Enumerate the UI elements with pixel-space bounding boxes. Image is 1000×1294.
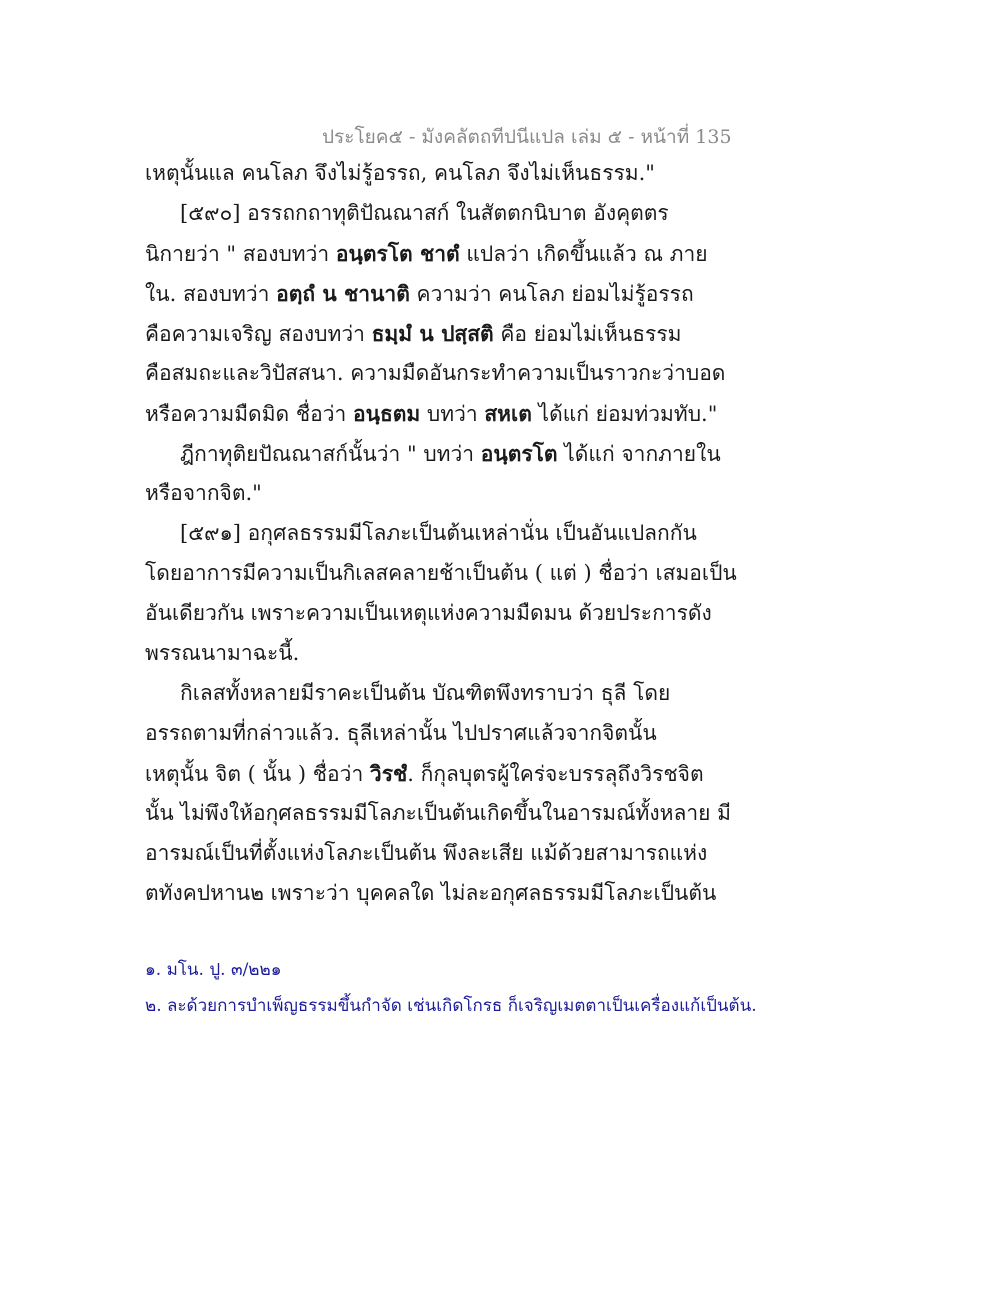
text-run: นิกายว่า " สองบทว่า bbox=[145, 242, 336, 266]
text-run: แปลว่า เกิดขึ้นแล้ว ณ ภาย bbox=[459, 242, 708, 266]
text-line bbox=[145, 323, 681, 345]
text-run: อรรถตามที่กล่าวแล้ว. ธุลีเหล่านั้น ไปปราศแล้วจากจิตนั้น bbox=[145, 721, 657, 745]
footnote: ๒. ละด้วยการบำเพ็ญธรรมขึ้นกำจัด เช่นเกิดโกรธ ก็เจริญเมตตาเป็นเครื่องแก้เป็นต้น. bbox=[145, 996, 757, 1016]
text-run: หรือจากจิต." bbox=[145, 481, 262, 505]
text-line bbox=[145, 283, 694, 305]
text-run: พรรณนามาฉะนี้. bbox=[145, 641, 300, 665]
text-line bbox=[145, 243, 708, 265]
text-run: โดยอาการมีความเป็นกิเลสคลายช้าเป็นต้น ( แต่ ) ชื่อว่า เสมอเป็น bbox=[145, 561, 737, 585]
text-line bbox=[145, 643, 299, 664]
text-run: ตทังคปหาน๒ เพราะว่า บุคคลใด ไม่ละอกุศลธรรมมีโลภะเป็นต้น bbox=[145, 881, 717, 905]
text-line bbox=[145, 763, 704, 785]
bold-term: สหเต bbox=[484, 401, 532, 426]
text-run: ความว่า คนโลภ ย่อมไม่รู้อรรถ bbox=[409, 282, 694, 306]
text-line bbox=[145, 883, 716, 904]
bold-term: อนฺธตม bbox=[352, 401, 421, 426]
text-line bbox=[145, 563, 737, 584]
text-run: ได้แก่ จากภายใน bbox=[557, 442, 721, 466]
text-run: คือ ย่อมไม่เห็นธรรม bbox=[493, 322, 682, 346]
text-run: [๕๙๐] อรรถกถาทุติปัณณาสก์ ในสัตตกนิบาต อังคุตตร bbox=[180, 201, 669, 225]
text-run: คือสมถะและวิปัสสนา. ความมืดอันกระทำความเป็นราวกะว่าบอด bbox=[145, 361, 726, 385]
text-line bbox=[145, 843, 707, 864]
text-run: เหตุนั้นแล คนโลภ จึงไม่รู้อรรถ, คนโลภ จึงไม่เห็นธรรม." bbox=[145, 161, 655, 185]
text-run: คือความเจริญ สองบทว่า bbox=[145, 322, 372, 346]
text-line bbox=[145, 363, 725, 384]
text-run: เหตุนั้น จิต ( นั้น ) ชื่อว่า bbox=[145, 762, 370, 786]
text-line bbox=[145, 803, 731, 824]
bold-term: อนฺตรโต ชาตํ bbox=[335, 241, 460, 266]
text-line bbox=[180, 203, 669, 224]
text-line bbox=[145, 163, 655, 184]
text-line bbox=[145, 723, 657, 744]
text-run: อันเดียวกัน เพราะความเป็นเหตุแห่งความมืดมน ด้วยประการดัง bbox=[145, 601, 712, 625]
text-run: กิเลสทั้งหลายมีราคะเป็นต้น บัณฑิตพึงทราบว่า ธุลี โดย bbox=[180, 681, 671, 705]
text-line bbox=[180, 523, 697, 544]
bold-term: วิรชํ bbox=[369, 761, 408, 786]
text-run: ใน. สองบทว่า bbox=[145, 282, 277, 306]
text-line bbox=[145, 403, 717, 425]
text-run: นั้น ไม่พึงให้อกุศลธรรมมีโลภะเป็นต้นเกิดขึ้นในอารมณ์ทั้งหลาย มี bbox=[145, 801, 731, 825]
bold-term: ธมฺมํ น ปสฺสติ bbox=[371, 321, 494, 346]
text-line bbox=[145, 483, 262, 504]
text-run: หรือความมืดมิด ชื่อว่า bbox=[145, 402, 353, 426]
text-run: ได้แก่ ย่อมท่วมทับ." bbox=[531, 402, 718, 426]
text-run: . ก็กุลบุตรผู้ใคร่จะบรรลุถึงวิรชจิต bbox=[407, 762, 704, 786]
footnote: ๑. มโน. ปู. ๓/๒๒๑ bbox=[145, 960, 282, 980]
bold-term: อตฺถํ น ชานาติ bbox=[276, 281, 410, 306]
text-run: อารมณ์เป็นที่ตั้งแห่งโลภะเป็นต้น พึงละเสีย แม้ด้วยสามารถแห่ง bbox=[145, 841, 708, 865]
text-run: [๕๙๑] อกุศลธรรมมีโลภะเป็นต้นเหล่านั่น เป็นอันแปลกกัน bbox=[180, 521, 697, 545]
bold-term: อนฺตรโต bbox=[480, 441, 558, 466]
text-line bbox=[145, 603, 712, 624]
text-run: ฎีกาทุติยปัณณาสก์นั้นว่า " บทว่า bbox=[180, 442, 481, 466]
page-header: ประโยค๕ - มังคลัตถทีปนีแปล เล่ม ๕ - หน้าที่ 135 bbox=[322, 126, 732, 148]
text-line bbox=[180, 443, 721, 465]
text-run: บทว่า bbox=[420, 402, 485, 426]
text-line bbox=[180, 683, 670, 704]
